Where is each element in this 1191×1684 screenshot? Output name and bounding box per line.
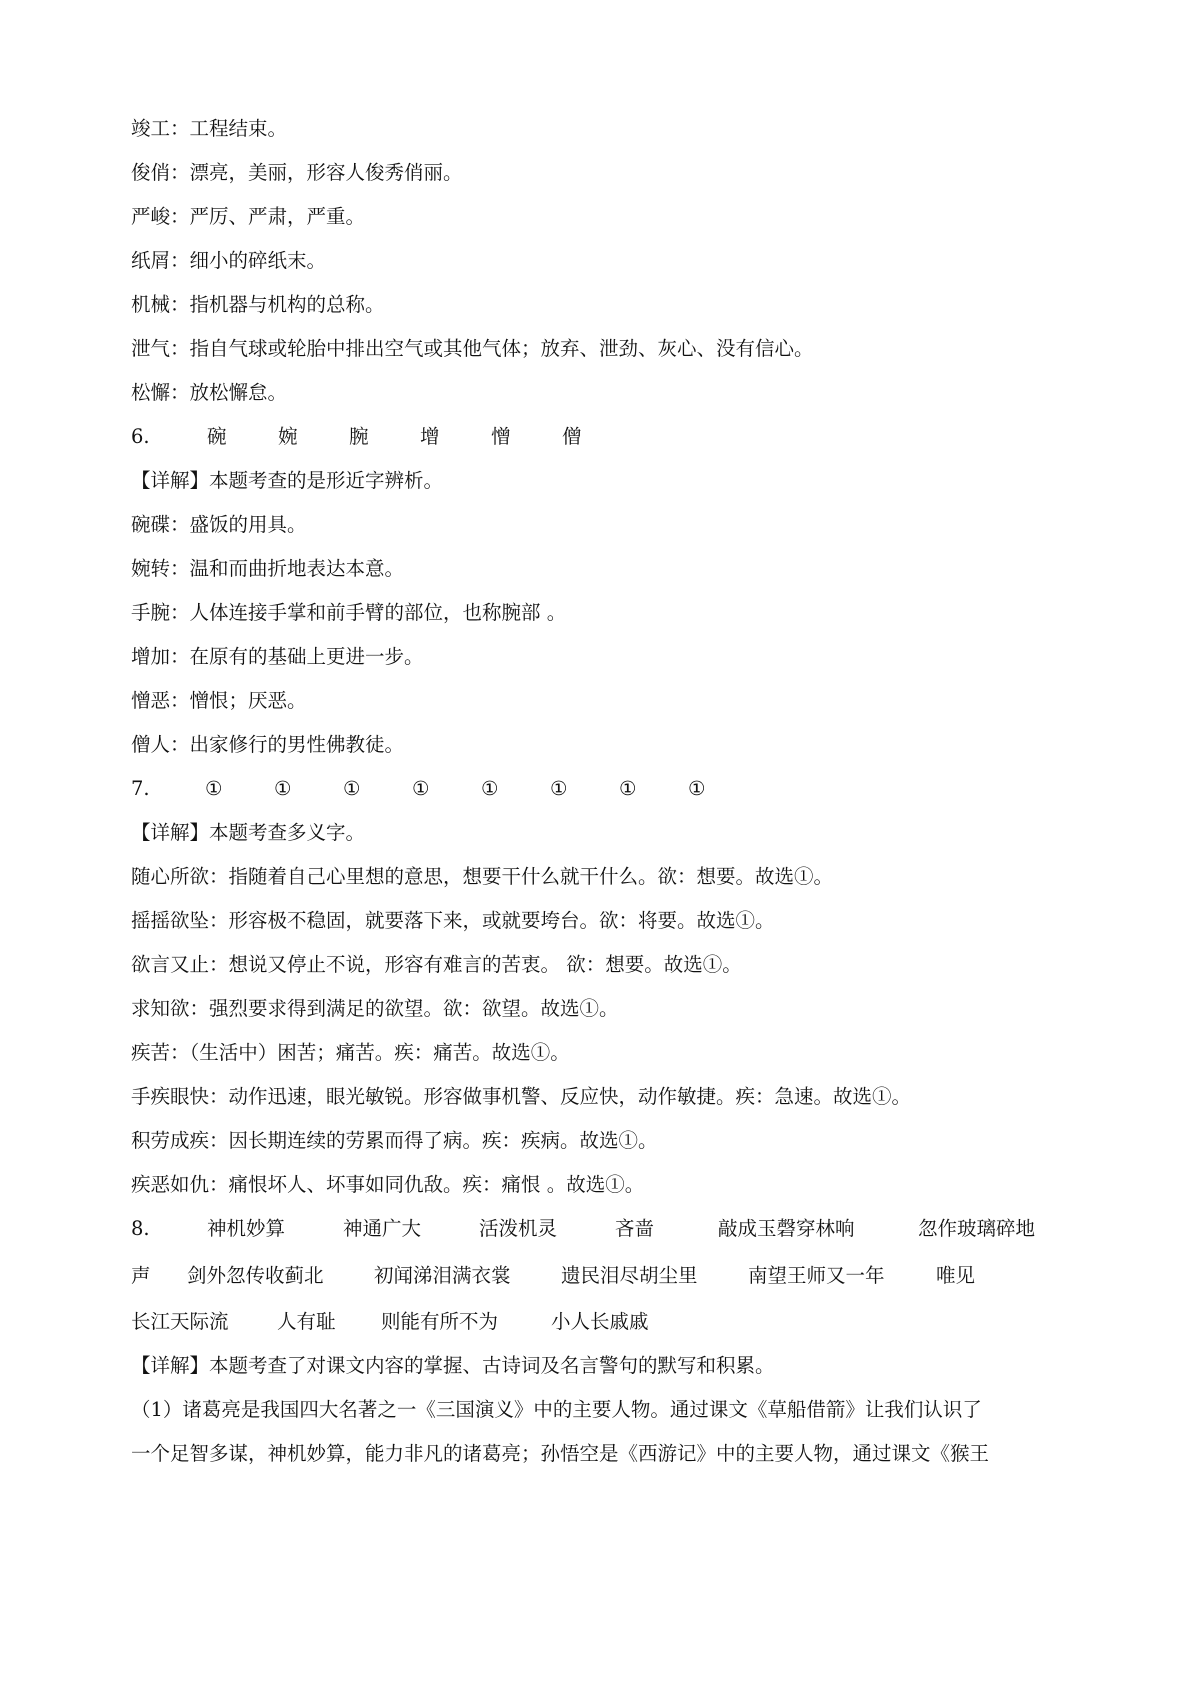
q7-line: 疾苦：（生活中）困苦；痛苦。疾：痛苦。故选①。 [131, 1041, 570, 1064]
q6-line: 憎恶：憎恨；厌恶。 [131, 689, 307, 712]
q8-answer: 初闻涕泪满衣裳 [374, 1264, 511, 1287]
q8-paragraph-line: （1）诸葛亮是我国四大名著之一《三国演义》中的主要人物。通过课文《草船借箭》让我们认识了 [131, 1398, 982, 1421]
q8-answer: 剑外忽传收蓟北 [187, 1264, 324, 1287]
q8-answer: 神机妙算 [207, 1217, 286, 1240]
definition-line: 泄气：指自气球或轮胎中排出空气或其他气体；放弃、泄劲、灰心、没有信心。 [131, 337, 814, 360]
q8-answer: 南望王师又一年 [748, 1264, 885, 1287]
q6-answer: 僧 [562, 425, 582, 448]
q7-line: 随心所欲：指随着自己心里想的意思，想要干什么就干什么。欲：想要。故选①。 [131, 865, 834, 888]
q7-answer: ① [205, 777, 223, 800]
q8-number: 8. [131, 1217, 150, 1240]
q8-answer: 小人长戚戚 [551, 1310, 649, 1333]
q8-answer: 吝啬 [615, 1217, 655, 1240]
q7-answer: ① [412, 777, 430, 800]
q7-answer: ① [481, 777, 499, 800]
q7-line: 手疾眼快：动作迅速，眼光敏锐。形容做事机警、反应快，动作敏捷。疾：急速。故选①。 [131, 1085, 912, 1108]
q6-answer: 婉 [278, 425, 298, 448]
q8-answer-row-3 [131, 1308, 1071, 1336]
q6-answer: 腕 [349, 425, 369, 448]
q8-answer-row-1 [131, 1215, 1071, 1243]
definition-line: 竣工：工程结束。 [131, 117, 288, 140]
q8-answer: 敲成玉磬穿林响 [718, 1217, 855, 1240]
q7-line: 欲言又止：想说又停止不说，形容有难言的苦衷。 欲：想要。故选①。 [131, 953, 742, 976]
q7-answer: ① [550, 777, 568, 800]
q6-line: 增加：在原有的基础上更进一步。 [131, 645, 424, 668]
q7-detail: 【详解】本题考查多义字。 [131, 821, 366, 844]
q8-paragraph-line: 一个足智多谋，神机妙算，能力非凡的诸葛亮；孙悟空是《西游记》中的主要人物，通过课文《猴王 [131, 1442, 990, 1465]
q6-answer: 碗 [207, 425, 227, 448]
q6-number: 6. [131, 425, 150, 448]
q6-answer-row [131, 423, 1071, 451]
q6-line: 碗碟：盛饭的用具。 [131, 513, 307, 536]
q7-number: 7. [131, 777, 150, 800]
q8-answer: 长江天际流 [131, 1310, 229, 1333]
q8-answer-row-2 [131, 1262, 1071, 1290]
q7-line: 求知欲：强烈要求得到满足的欲望。欲：欲望。故选①。 [131, 997, 619, 1020]
q6-line: 僧人：出家修行的男性佛教徒。 [131, 733, 405, 756]
q7-answer: ① [274, 777, 292, 800]
q7-answer: ① [688, 777, 706, 800]
q7-answer: ① [343, 777, 361, 800]
q8-answer: 唯见 [936, 1264, 976, 1287]
q8-answer: 遗民泪尽胡尘里 [561, 1264, 698, 1287]
q8-answer: 活泼机灵 [479, 1217, 558, 1240]
q6-answer: 憎 [491, 425, 511, 448]
definition-line: 机械：指机器与机构的总称。 [131, 293, 385, 316]
definition-line: 纸屑：细小的碎纸末。 [131, 249, 327, 272]
q6-detail: 【详解】本题考查的是形近字辨析。 [131, 469, 444, 492]
q7-line: 摇摇欲坠：形容极不稳固，就要落下来，或就要垮台。欲：将要。故选①。 [131, 909, 775, 932]
q6-line: 婉转：温和而曲折地表达本意。 [131, 557, 405, 580]
definition-line: 松懈：放松懈怠。 [131, 381, 288, 404]
q8-answer: 神通广大 [343, 1217, 422, 1240]
q7-line: 积劳成疾：因长期连续的劳累而得了病。疾：疾病。故选①。 [131, 1129, 658, 1152]
q7-answer-row [131, 775, 1071, 803]
q6-answer: 增 [420, 425, 440, 448]
q8-answer: 人有耻 [277, 1310, 336, 1333]
q8-answer: 则能有所不为 [381, 1310, 499, 1333]
q8-detail: 【详解】本题考查了对课文内容的掌握、古诗词及名言警句的默写和积累。 [131, 1354, 775, 1377]
q7-line: 疾恶如仇：痛恨坏人、坏事如同仇敌。疾：痛恨 。故选①。 [131, 1173, 645, 1196]
q7-answer: ① [619, 777, 637, 800]
q8-answer: 忽作玻璃碎地 [918, 1217, 1036, 1240]
definition-line: 严峻：严厉、严肃，严重。 [131, 205, 366, 228]
q6-line: 手腕：人体连接手掌和前手臂的部位，也称腕部 。 [131, 601, 567, 624]
definition-line: 俊俏：漂亮，美丽，形容人俊秀俏丽。 [131, 161, 463, 184]
q8-answer: 声 [131, 1264, 151, 1287]
